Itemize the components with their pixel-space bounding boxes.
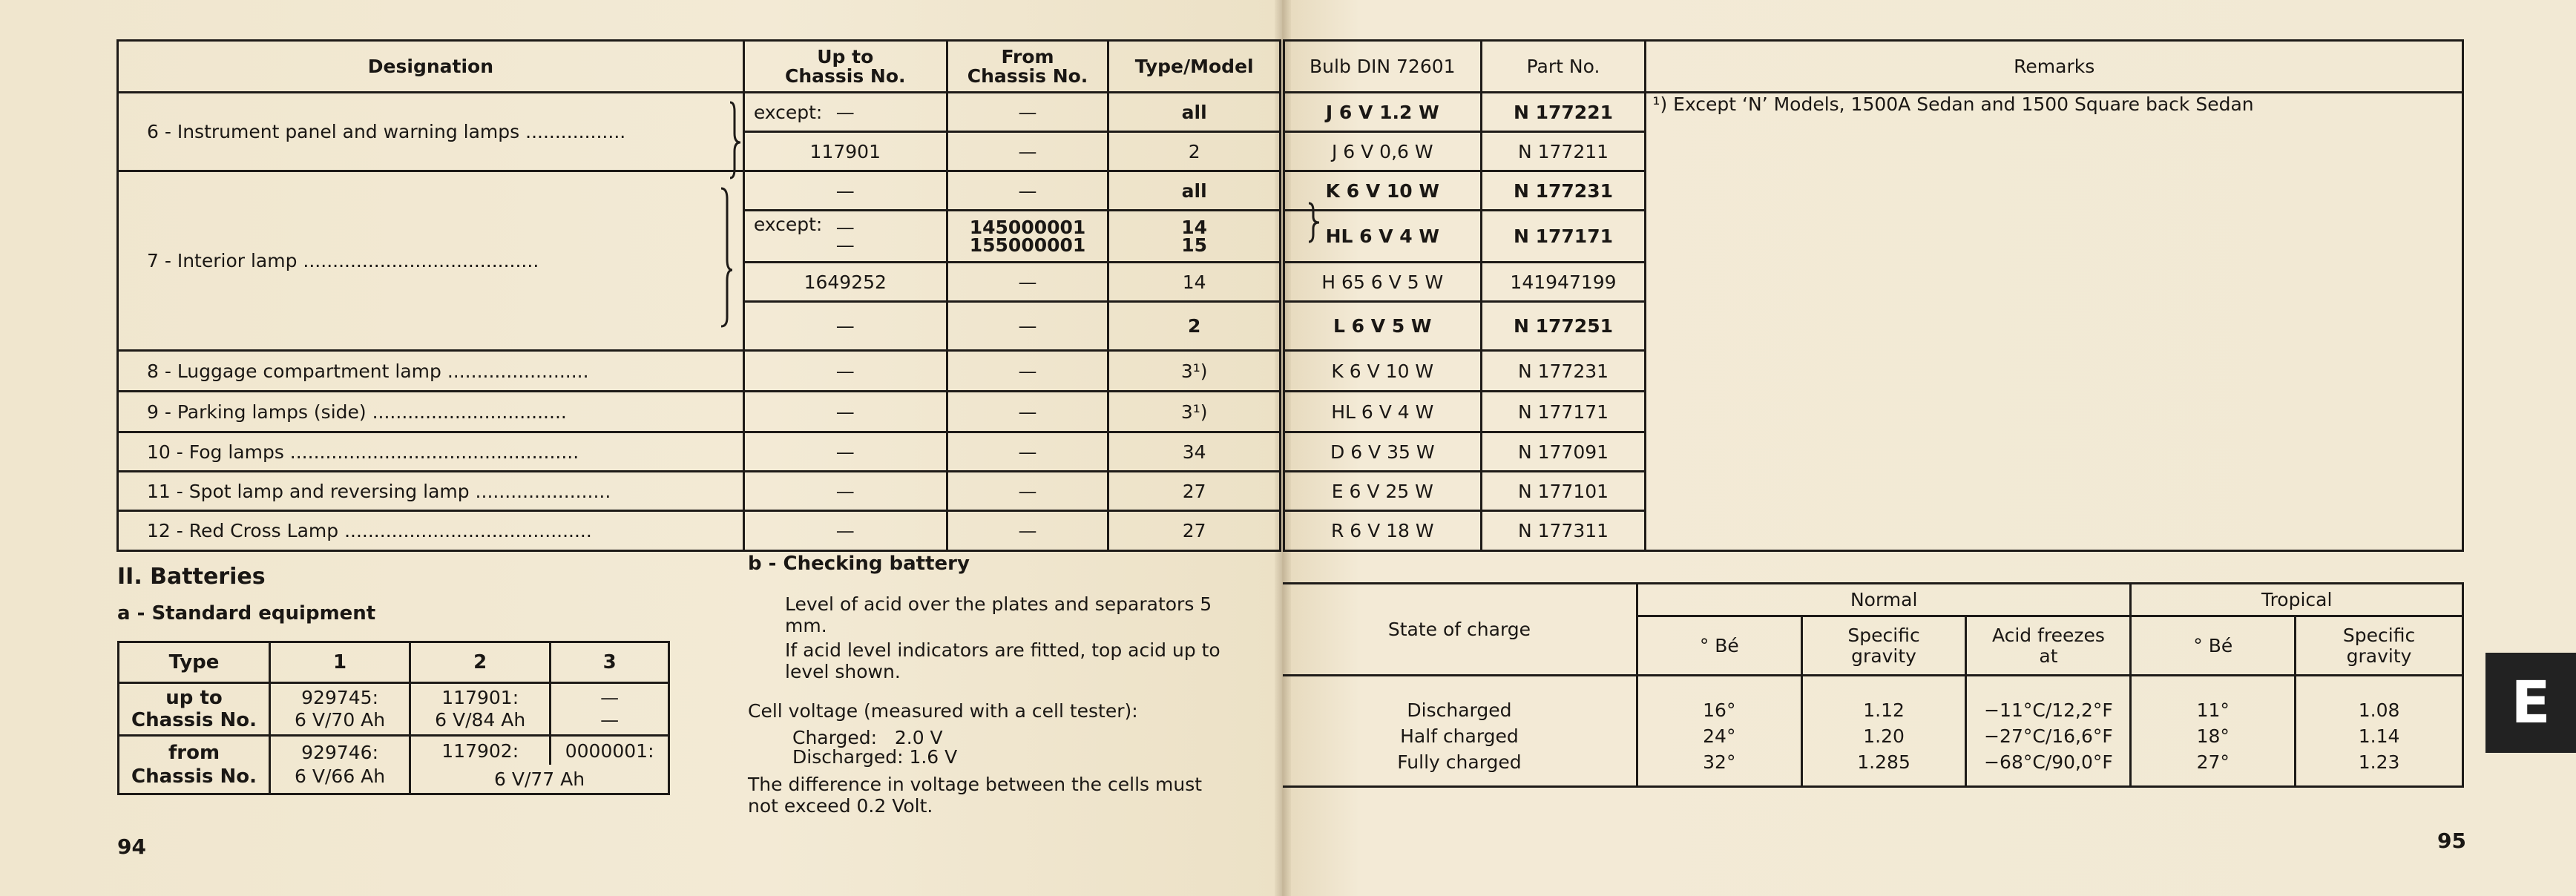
brace-row-7b [1309,203,1319,242]
state-of-charge-table [1283,582,2464,788]
battery-col-2: 2 [410,642,551,683]
row-6-type: all [1108,93,1281,132]
batteries-subtitle: a - Standard equipment [117,602,376,625]
brace-row-7 [721,188,732,326]
row-6b-bulb: J 6 V 0,6 W [1284,132,1482,171]
page-number-left: 94 [117,834,146,859]
row-10-up-to: — [743,432,947,472]
row-7a-type: all [1108,171,1281,211]
row-9-designation: 9 - Parking lamps (side) ................................. [118,392,744,432]
row-10-bulb: D 6 V 35 W [1284,432,1482,472]
row-7c-up-to: 1649252 [743,263,947,302]
row-7b-part: N 177171 [1481,211,1646,263]
battery-upto-label: up to Chassis No. [119,683,270,736]
normal-be-header: ° Bé [1637,616,1801,676]
brace-row-6 [730,102,740,178]
acid-freezes-header: Acid freezes at [1966,616,2131,676]
row-7a-part: N 177231 [1481,171,1646,211]
row-9-type: 3¹) [1108,392,1281,432]
battery-from-shared: 6 V/77 Ah [410,765,669,794]
row-12-designation: 12 - Red Cross Lamp .......................................... [118,511,744,551]
row-12-bulb: R 6 V 18 W [1284,511,1482,551]
row-7b-up-to: except: — — [743,211,947,263]
battery-col-3: 3 [551,642,669,683]
row-7c-type: 14 [1108,263,1281,302]
tropical-sg-values: 1.08 1.14 1.23 [2296,676,2463,787]
row-8-type: 3¹) [1108,351,1281,392]
battery-from-1: 929746: 6 V/66 Ah [270,736,410,794]
row-11-designation: 11 - Spot lamp and reversing lamp ....................... [118,472,744,511]
normal-be-values: 16° 24° 32° [1637,676,1801,787]
row-8-up-to: — [743,351,947,392]
row-10-part: N 177091 [1481,432,1646,472]
tropical-be-values: 11° 18° 27° [2131,676,2296,787]
row-6b-from: — [947,132,1108,171]
row-9-from: — [947,392,1108,432]
charge-states: Discharged Half charged Fully charged [1283,676,1637,787]
section-tab-e: E [2485,653,2576,753]
row-7d-bulb: L 6 V 5 W [1284,302,1482,351]
row-7c-bulb: H 65 6 V 5 W [1284,263,1482,302]
row-12-up-to: — [743,511,947,551]
row-7a-bulb: K 6 V 10 W [1284,171,1482,211]
checking-p1: Level of acid over the plates and separators 5 mm. [785,593,1212,636]
battery-upto-2: 117901: 6 V/84 Ah [410,683,551,736]
header-part: Part No. [1481,41,1646,93]
except-label: except: [753,101,823,123]
row-8-designation: 8 - Luggage compartment lamp ........................ [118,351,744,392]
row-7b-from: 145000001 155000001 [947,211,1108,263]
row-12-part: N 177311 [1481,511,1646,551]
row-11-part: N 177101 [1481,472,1646,511]
tropical-sg-header: Specific gravity [2296,616,2463,676]
row-10-from: — [947,432,1108,472]
charged-voltage: Charged: 2.0 V [792,727,943,748]
checking-title: b - Checking battery [748,553,970,575]
batteries-title: II. Batteries [117,564,266,590]
header-from: From Chassis No. [947,41,1108,93]
row-6-designation: 6 - Instrument panel and warning lamps ................. [118,93,744,171]
row-12-type: 27 [1108,511,1281,551]
row-7a-up-to: — [743,171,947,211]
brace-graphics-right [1306,200,1325,245]
row-12-from: — [947,511,1108,551]
row-6b-up-to: 117901 [743,132,947,171]
battery-from-label: from Chassis No. [119,736,270,794]
row-7-designation: 7 - Interior lamp ........................................ [118,171,744,351]
checking-p2: If acid level indicators are fitted, top acid up to level shown. [785,639,1220,682]
row-7c-from: — [947,263,1108,302]
battery-from-2: 117902: [410,736,551,765]
row-6-bulb: J 6 V 1.2 W [1284,93,1482,132]
row-8-part: N 177231 [1481,351,1646,392]
row-11-type: 27 [1108,472,1281,511]
state-of-charge-label: State of charge [1283,584,1637,676]
row-7b-type: 14 15 [1108,211,1281,263]
header-bulb: Bulb DIN 72601 [1284,41,1482,93]
row-6b-part: N 177211 [1481,132,1646,171]
acid-freezes-values: −11°C/12,2°F −27°C/16,6°F −68°C/90,0°F [1966,676,2131,787]
lamp-table-left [116,39,1281,552]
battery-from-3: 0000001: [551,736,669,765]
normal-sg-header: Specific gravity [1801,616,1966,676]
row-11-bulb: E 6 V 25 W [1284,472,1482,511]
row-7b-bulb: HL 6 V 4 W [1284,211,1482,263]
row-7d-type: 2 [1108,302,1281,351]
discharged-voltage: Discharged: 1.6 V [792,746,958,768]
row-7a-from: — [947,171,1108,211]
row-6b-type: 2 [1108,132,1281,171]
row-11-from: — [947,472,1108,511]
header-up-to: Up to Chassis No. [743,41,947,93]
row-9-bulb: HL 6 V 4 W [1284,392,1482,432]
normal-sg-values: 1.12 1.20 1.285 [1801,676,1966,787]
voltage-difference-note: The difference in voltage between the cells must not exceed 0.2 Volt. [748,774,1203,817]
battery-type-label: Type [119,642,270,683]
brace-graphics-left [720,95,742,332]
row-10-type: 34 [1108,432,1281,472]
row-7d-part: N 177251 [1481,302,1646,351]
row-10-designation: 10 - Fog lamps ................................................. [118,432,744,472]
normal-header: Normal [1637,584,2130,616]
battery-upto-1: 929745: 6 V/70 Ah [270,683,410,736]
header-designation: Designation [118,41,744,93]
row-8-bulb: K 6 V 10 W [1284,351,1482,392]
row-9-up-to: — [743,392,947,432]
battery-table [117,641,670,795]
row-7d-up-to: — [743,302,947,351]
cell-voltage-label: Cell voltage (measured with a cell tester): [748,700,1138,722]
row-9-part: N 177171 [1481,392,1646,432]
header-type: Type/Model [1108,41,1281,93]
row-7c-part: 141947199 [1481,263,1646,302]
tropical-header: Tropical [2131,584,2463,616]
remarks-cell: ¹) Except ‘N’ Models, 1500A Sedan and 1500 Square back Sedan [1646,93,2463,551]
row-7d-from: — [947,302,1108,351]
row-6-from: — [947,93,1108,132]
header-remarks: Remarks [1646,41,2463,93]
row-6-up-to: except: — [743,93,947,132]
lamp-table-right [1283,39,2464,552]
tropical-be-header: ° Bé [2131,616,2296,676]
battery-upto-3: — — [551,683,669,736]
page-number-right: 95 [2437,829,2466,853]
row-8-from: — [947,351,1108,392]
battery-col-1: 1 [270,642,410,683]
row-6-part: N 177221 [1481,93,1646,132]
row-11-up-to: — [743,472,947,511]
